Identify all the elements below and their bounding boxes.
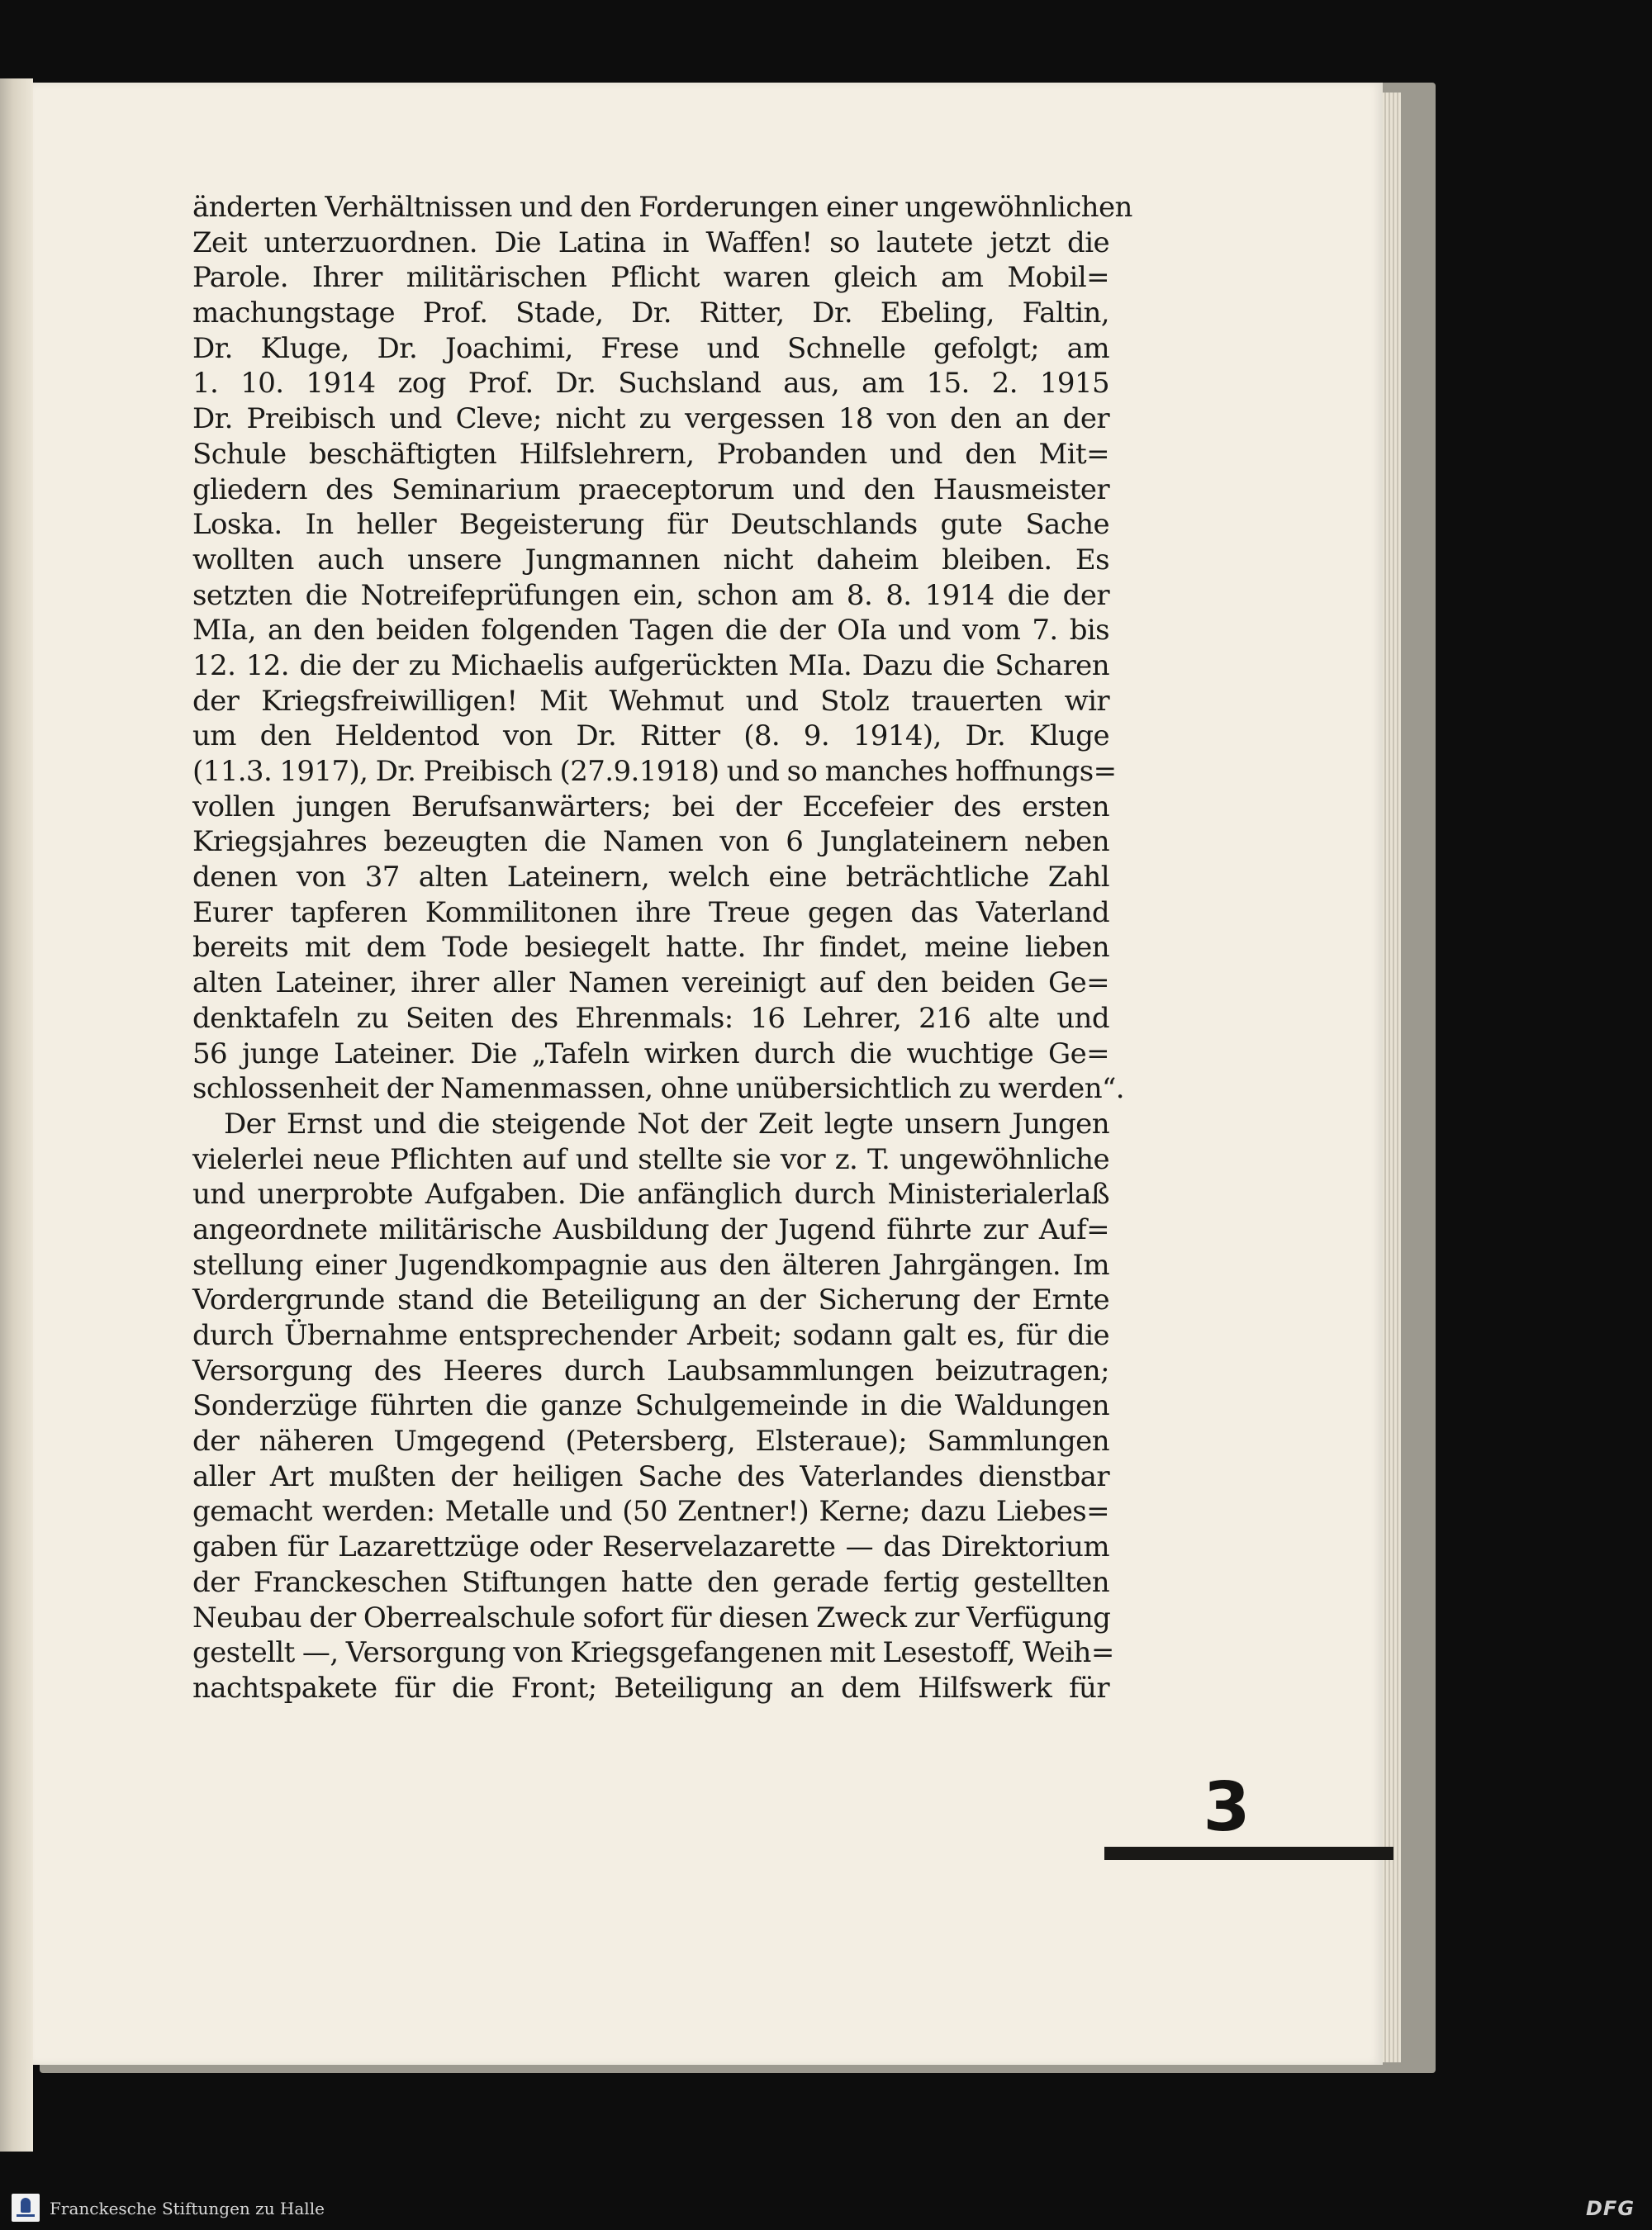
page-text (192, 190, 1132, 1706)
text-line: vollen jungen Berufsanwärters; bei der Eccefeier des ersten (192, 790, 1109, 823)
text-line: Kriegsjahres bezeugten die Namen von 6 Junglateinern neben (192, 825, 1109, 859)
page-number-rule (1104, 1847, 1393, 1860)
text-line: stellung einer Jugendkompagnie aus den älteren Jahrgängen. Im (192, 1248, 1109, 1282)
text-line: 1. 10. 1914 zog Prof. Dr. Suchsland aus, am 15. 2. 1915 (192, 367, 1109, 401)
text-line: schlossenheit der Namenmassen, ohne unübersichtlich zu werden“. (192, 1072, 1124, 1106)
institution-logo-icon[interactable] (12, 2194, 40, 2222)
text-line: denen von 37 alten Lateinern, welch eine beträchtliche Zahl (192, 861, 1109, 894)
text-line: Dr. Preibisch und Cleve; nicht zu vergessen 18 von den an der (192, 402, 1109, 436)
text-line: änderten Verhältnissen und den Forderungen einer ungewöhnlichen (192, 191, 1132, 224)
text-line: Schule beschäftigten Hilfslehrern, Probanden und den Mit= (192, 437, 1109, 471)
text-line: wollten auch unsere Jungmannen nicht daheim bleiben. Es (192, 543, 1109, 576)
page-number: 3 (1203, 1768, 1251, 1847)
text-line: Der Ernst und die steigende Not der Zeit legte unsern Jungen (224, 1107, 1109, 1141)
text-line: Dr. Kluge, Dr. Joachimi, Frese und Schnelle gefolgt; am (192, 331, 1109, 365)
text-line: gestellt —, Versorgung von Kriegsgefangenen mit Lesestoff, Weih= (192, 1636, 1114, 1670)
text-line: machungstage Prof. Stade, Dr. Ritter, Dr. Ebeling, Faltin, (192, 297, 1109, 330)
text-line: aller Art mußten der heiligen Sache des Vaterlandes dienstbar (192, 1459, 1109, 1493)
text-line: Sonderzüge führten die ganze Schulgemeinde in die Waldungen (192, 1389, 1109, 1423)
text-line: Zeit unterzuordnen. Die Latina in Waffen! so lautete jetzt die (192, 225, 1109, 259)
text-line: durch Übernahme entsprechender Arbeit; sodann galt es, für die (192, 1319, 1109, 1352)
dfg-logo[interactable]: DFG (1586, 2197, 1635, 2220)
text-line: der näheren Umgegend (Petersberg, Elsteraue); Sammlungen (192, 1425, 1109, 1459)
logo-mark (21, 2198, 31, 2213)
text-line: gemacht werden: Metalle und (50 Zentner!) Kerne; dazu Liebes= (192, 1495, 1109, 1529)
text-line: nachtspakete für die Front; Beteiligung an dem Hilfswerk für (192, 1671, 1109, 1705)
text-line: Neubau der Oberrealschule sofort für diesen Zweck zur Verfügung (192, 1601, 1111, 1635)
text-line: Vordergrunde stand die Beteiligung an der Sicherung der Ernte (192, 1283, 1109, 1317)
text-line: angeordnete militärische Ausbildung der Jugend führte zur Auf= (192, 1212, 1109, 1246)
text-line: bereits mit dem Tode besiegelt hatte. Ihr findet, meine lieben (192, 931, 1109, 965)
text-line: um den Heldentod von Dr. Ritter (8. 9. 1914), Dr. Kluge (192, 719, 1109, 753)
text-line: der Kriegsfreiwilligen! Mit Wehmut und Stolz trauerten wir (192, 684, 1109, 718)
text-line: alten Lateiner, ihrer aller Namen vereinigt auf den beiden Ge= (192, 966, 1109, 1000)
previous-page-edge (0, 78, 33, 2152)
text-line: MIa, an den beiden folgenden Tagen die der OIa und vom 7. bis (192, 614, 1109, 648)
text-line: denktafeln zu Seiten des Ehrenmals: 16 Lehrer, 216 alte und (192, 1001, 1109, 1035)
text-line: Versorgung des Heeres durch Laubsammlungen beizutragen; (192, 1354, 1109, 1388)
text-line: und unerprobte Aufgaben. Die anfänglich durch Ministerialerlaß (192, 1178, 1109, 1212)
institution-name[interactable]: Franckesche Stiftungen zu Halle (50, 2199, 325, 2218)
text-line: 56 junge Lateiner. Die „Tafeln wirken durch die wuchtige Ge= (192, 1037, 1109, 1070)
text-line: gliedern des Seminarium praeceptorum und den Hausmeister (192, 472, 1109, 506)
text-line: vielerlei neue Pflichten auf und stellte sie vor z. T. ungewöhnliche (192, 1142, 1109, 1176)
text-line: gaben für Lazarettzüge oder Reservelazarette — das Direktorium (192, 1530, 1109, 1564)
logo-base (17, 2214, 35, 2217)
text-line: (11.3. 1917), Dr. Preibisch (27.9.1918) und so manches hoffnungs= (192, 755, 1117, 788)
text-line: 12. 12. die der zu Michaelis aufgerückten MIa. Dazu die Scharen (192, 648, 1109, 682)
text-line: Loska. In heller Begeisterung für Deutschlands gute Sache (192, 508, 1109, 542)
text-line: setzten die Notreifeprüfungen ein, schon am 8. 8. 1914 die der (192, 578, 1109, 612)
text-line: Parole. Ihrer militärischen Pflicht waren gleich am Mobil= (192, 261, 1109, 295)
text-line: der Franckeschen Stiftungen hatte den gerade fertig gestellten (192, 1565, 1109, 1599)
text-line: Eurer tapferen Kommilitonen ihre Treue gegen das Vaterland (192, 895, 1109, 929)
